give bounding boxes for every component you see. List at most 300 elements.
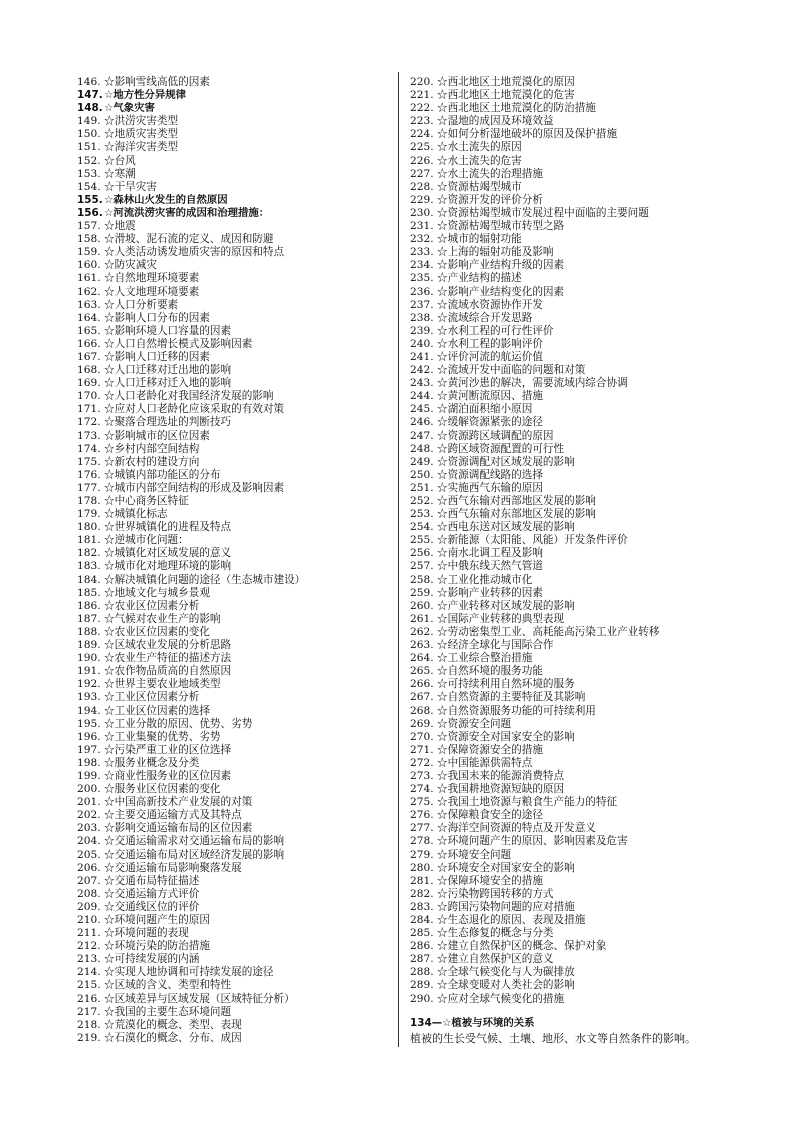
item-number: 215. bbox=[77, 979, 101, 992]
list-item bbox=[410, 390, 750, 403]
list-item bbox=[410, 600, 750, 613]
item-text: ☆可持续发展的内涵 bbox=[104, 953, 200, 966]
list-item bbox=[410, 835, 750, 848]
list-item bbox=[77, 508, 395, 521]
right-column-list bbox=[410, 76, 750, 1006]
list-item bbox=[77, 76, 395, 89]
item-text: ☆建立自然保护区的概念、保护对象 bbox=[437, 940, 607, 953]
item-text: ☆交通布局特征描述 bbox=[104, 874, 200, 887]
item-number: 283. bbox=[410, 900, 434, 913]
item-number: 190. bbox=[77, 652, 101, 665]
item-number: 281. bbox=[410, 874, 434, 887]
list-item bbox=[410, 141, 750, 154]
list-item bbox=[77, 652, 395, 665]
list-item bbox=[77, 718, 395, 731]
item-number: 199. bbox=[77, 769, 101, 782]
list-item bbox=[410, 731, 750, 744]
item-number: 226. bbox=[410, 154, 434, 167]
list-item bbox=[410, 940, 750, 953]
item-text: ☆流域综合开发思路 bbox=[437, 311, 533, 324]
list-item bbox=[410, 272, 750, 285]
list-item bbox=[410, 194, 750, 207]
list-item bbox=[410, 416, 750, 429]
list-item bbox=[410, 207, 750, 220]
list-item bbox=[77, 901, 395, 914]
item-number: 200. bbox=[77, 783, 101, 796]
list-item bbox=[77, 849, 395, 862]
item-number: 233. bbox=[410, 246, 434, 259]
list-item bbox=[77, 757, 395, 770]
item-number: 288. bbox=[410, 966, 434, 979]
list-item bbox=[410, 286, 750, 299]
item-number: 150. bbox=[77, 128, 101, 141]
list-item bbox=[77, 574, 395, 587]
list-item bbox=[410, 534, 750, 547]
item-text: ☆水土流失的危害 bbox=[437, 154, 522, 167]
list-item bbox=[77, 286, 395, 299]
list-item bbox=[77, 390, 395, 403]
item-number: 223. bbox=[410, 115, 434, 128]
item-text: ☆城镇化标志 bbox=[104, 508, 168, 521]
list-item bbox=[410, 364, 750, 377]
list-item bbox=[77, 233, 395, 246]
item-text: ☆交通运输方式评价 bbox=[104, 887, 200, 900]
item-text: ☆城镇化对区域发展的意义 bbox=[104, 547, 232, 560]
item-text: ☆环境安全问题 bbox=[437, 848, 512, 861]
item-text: ☆全球气候变化与人为碳排放 bbox=[437, 966, 575, 979]
item-text: ☆黄河沙患的解决，需要流域内综合协调 bbox=[437, 377, 628, 390]
item-text: ☆上海的辐射功能及影响 bbox=[437, 246, 554, 259]
item-text: ☆乡村内部空间结构 bbox=[104, 442, 200, 455]
item-number: 158. bbox=[77, 233, 101, 246]
item-text: ☆西气东输对东部地区发展的影响 bbox=[437, 508, 596, 521]
item-text: ☆寒潮 bbox=[104, 167, 136, 180]
item-text: ☆农业区位因素的变化 bbox=[104, 625, 210, 638]
item-number: 243. bbox=[410, 377, 434, 390]
list-item bbox=[410, 102, 750, 115]
item-number: 175. bbox=[77, 455, 101, 468]
list-item bbox=[77, 613, 395, 626]
list-item bbox=[77, 482, 395, 495]
list-item bbox=[77, 338, 395, 351]
item-number: 152. bbox=[77, 154, 101, 167]
item-number: 277. bbox=[410, 822, 434, 835]
item-text: ☆水土流失的原因 bbox=[437, 141, 522, 154]
item-number: 260. bbox=[410, 599, 434, 612]
list-item bbox=[77, 691, 395, 704]
list-item bbox=[77, 639, 395, 652]
list-item bbox=[410, 469, 750, 482]
item-number: 183. bbox=[77, 560, 101, 573]
item-number: 290. bbox=[410, 992, 434, 1005]
item-text: ☆河流洪涝灾害的成因和治理措施： bbox=[104, 206, 270, 219]
item-text: ☆建立自然保护区的意义 bbox=[437, 953, 554, 966]
item-text: ☆资源枯竭型城市发展过程中面临的主要问题 bbox=[437, 206, 649, 219]
list-item bbox=[77, 560, 395, 573]
item-text: ☆污染物跨国转移的方式 bbox=[437, 887, 554, 900]
item-number: 255. bbox=[410, 534, 434, 547]
item-text: ☆交通线区位的评价 bbox=[104, 900, 200, 913]
item-text: ☆干旱灾害 bbox=[104, 180, 157, 193]
item-text: ☆西气东输对西部地区发展的影响 bbox=[437, 495, 596, 507]
item-text: ☆资源跨区域调配的原因 bbox=[437, 429, 554, 442]
item-text: ☆影响雪线高低的因素 bbox=[104, 76, 210, 88]
item-text: ☆产业转移对区域发展的影响 bbox=[437, 599, 575, 612]
list-item bbox=[77, 377, 395, 390]
item-number: 238. bbox=[410, 311, 434, 324]
list-item bbox=[410, 560, 750, 573]
item-text: ☆工业集聚的优势、劣势 bbox=[104, 730, 221, 743]
list-item bbox=[77, 744, 395, 757]
list-item bbox=[77, 364, 395, 377]
list-item bbox=[77, 416, 395, 429]
item-text: ☆环境问题产生的原因、影响因素及危害 bbox=[437, 835, 628, 848]
item-number: 239. bbox=[410, 324, 434, 337]
item-text: ☆海洋空间资源的特点及开发意义 bbox=[437, 822, 596, 835]
item-text: ☆海洋灾害类型 bbox=[104, 141, 179, 154]
item-number: 169. bbox=[77, 377, 101, 390]
item-text: ☆我国耕地资源短缺的原因 bbox=[437, 783, 565, 796]
list-item bbox=[77, 1019, 395, 1032]
item-text: ☆地震 bbox=[104, 220, 136, 233]
item-text: ☆服务业区位因素的变化 bbox=[104, 783, 221, 796]
item-text: ☆城市内部空间结构的形成及影响因素 bbox=[104, 481, 285, 494]
list-item bbox=[77, 534, 395, 547]
list-item bbox=[410, 770, 750, 783]
item-number: 272. bbox=[410, 756, 434, 769]
item-number: 185. bbox=[77, 586, 101, 599]
item-text: ☆流域开发中面临的问题和对策 bbox=[437, 364, 586, 377]
item-number: 168. bbox=[77, 364, 101, 377]
list-item bbox=[77, 115, 395, 128]
item-number: 166. bbox=[77, 337, 101, 350]
item-text: ☆工业区位因素分析 bbox=[104, 691, 200, 704]
item-number: 165. bbox=[77, 324, 101, 337]
item-number: 245. bbox=[410, 403, 434, 416]
item-text: ☆跨国污染物问题的应对措施 bbox=[437, 900, 575, 913]
item-number: 228. bbox=[410, 180, 434, 193]
item-text: ☆西电东送对区域发展的影响 bbox=[437, 521, 575, 534]
list-item bbox=[77, 993, 395, 1006]
item-number: 180. bbox=[77, 521, 101, 534]
list-item bbox=[410, 246, 750, 259]
item-number: 182. bbox=[77, 547, 101, 560]
item-number: 167. bbox=[77, 350, 101, 363]
item-text: ☆石漠化的概念、分布、成因 bbox=[104, 1031, 242, 1044]
item-number: 177. bbox=[77, 481, 101, 494]
column-divider bbox=[398, 72, 399, 1047]
item-text: ☆资源调配线路的选择 bbox=[437, 468, 543, 481]
item-number: 201. bbox=[77, 796, 101, 809]
list-item bbox=[410, 508, 750, 521]
list-item bbox=[77, 979, 395, 992]
list-item bbox=[410, 168, 750, 181]
item-number: 268. bbox=[410, 704, 434, 717]
item-number: 149. bbox=[77, 115, 101, 128]
item-text: ☆工业区位因素的选择 bbox=[104, 704, 210, 717]
list-item bbox=[77, 835, 395, 848]
item-number: 161. bbox=[77, 272, 101, 285]
list-item bbox=[410, 220, 750, 233]
list-item bbox=[410, 966, 750, 979]
item-number: 253. bbox=[410, 508, 434, 521]
section-heading: 134—☆植被与环境的关系 bbox=[410, 1017, 535, 1029]
item-number: 179. bbox=[77, 508, 101, 521]
item-text: ☆地域文化与城乡景观 bbox=[104, 586, 210, 599]
list-item bbox=[77, 783, 395, 796]
item-text: ☆人口迁移对迁出地的影响 bbox=[104, 364, 232, 377]
item-number: 192. bbox=[77, 678, 101, 691]
list-item bbox=[77, 600, 395, 613]
item-number: 220. bbox=[410, 76, 434, 88]
item-text: ☆实现人地协调和可持续发展的途径 bbox=[104, 966, 274, 979]
list-item bbox=[410, 705, 750, 718]
list-item bbox=[410, 927, 750, 940]
list-item bbox=[77, 809, 395, 822]
item-number: 148. bbox=[77, 102, 103, 115]
section-134 bbox=[410, 1016, 760, 1046]
item-number: 267. bbox=[410, 691, 434, 704]
item-number: 213. bbox=[77, 953, 101, 966]
list-item bbox=[77, 456, 395, 469]
list-item bbox=[77, 626, 395, 639]
item-text: ☆资源安全问题 bbox=[437, 717, 512, 730]
list-item bbox=[77, 495, 395, 508]
list-item bbox=[410, 809, 750, 822]
list-item bbox=[410, 76, 750, 89]
list-item bbox=[77, 796, 395, 809]
list-item bbox=[77, 705, 395, 718]
item-number: 237. bbox=[410, 298, 434, 311]
item-number: 163. bbox=[77, 298, 101, 311]
item-number: 241. bbox=[410, 350, 434, 363]
item-text: ☆资源枯竭型城市转型之路 bbox=[437, 220, 565, 233]
list-item bbox=[77, 927, 395, 940]
list-item bbox=[410, 849, 750, 862]
item-number: 249. bbox=[410, 455, 434, 468]
item-number: 207. bbox=[77, 874, 101, 887]
item-text: ☆资源开发的评价分析 bbox=[437, 193, 543, 206]
list-item bbox=[77, 403, 395, 416]
item-text: ☆保障环境安全的措施 bbox=[437, 874, 543, 887]
list-item bbox=[77, 168, 395, 181]
item-text: ☆工业综合整治措施 bbox=[437, 652, 533, 665]
item-text: ☆人口自然增长模式及影响因素 bbox=[104, 337, 253, 350]
list-item bbox=[77, 181, 395, 194]
item-number: 257. bbox=[410, 560, 434, 573]
item-number: 156. bbox=[77, 206, 103, 219]
item-number: 264. bbox=[410, 652, 434, 665]
item-number: 211. bbox=[77, 927, 101, 940]
item-number: 225. bbox=[410, 141, 434, 154]
list-item bbox=[410, 547, 750, 560]
item-number: 251. bbox=[410, 481, 434, 494]
item-number: 244. bbox=[410, 390, 434, 403]
item-number: 153. bbox=[77, 167, 101, 180]
item-number: 286. bbox=[410, 940, 434, 953]
item-text: ☆应对全球气候变化的措施 bbox=[437, 992, 565, 1005]
list-item bbox=[77, 299, 395, 312]
list-item bbox=[77, 102, 395, 115]
item-number: 236. bbox=[410, 285, 434, 298]
item-text: ☆洪涝灾害类型 bbox=[104, 115, 179, 128]
item-text: ☆自然资源服务功能的可持续利用 bbox=[437, 704, 596, 717]
item-number: 203. bbox=[77, 822, 101, 835]
item-text: ☆资源安全对国家安全的影响 bbox=[437, 730, 575, 743]
list-item bbox=[410, 325, 750, 338]
list-item bbox=[77, 259, 395, 272]
list-item bbox=[77, 272, 395, 285]
item-text: ☆如何分析湿地破坏的原因及保护措施 bbox=[437, 128, 618, 141]
list-item bbox=[77, 1006, 395, 1019]
item-text: ☆影响产业转移的因素 bbox=[437, 586, 543, 599]
item-text: ☆影响环境人口容量的因素 bbox=[104, 324, 232, 337]
item-text: ☆商业性服务业的区位因素 bbox=[104, 769, 232, 782]
item-number: 276. bbox=[410, 809, 434, 822]
item-number: 218. bbox=[77, 1018, 101, 1031]
item-text: ☆自然地理环境要素 bbox=[104, 272, 200, 285]
item-text: ☆水利工程的可行性评价 bbox=[437, 324, 554, 337]
item-text: ☆影响产业结构升级的因素 bbox=[437, 259, 565, 272]
list-item bbox=[410, 613, 750, 626]
item-number: 261. bbox=[410, 612, 434, 625]
item-text: ☆城市化对地理环境的影响 bbox=[104, 560, 232, 573]
list-item bbox=[77, 888, 395, 901]
list-item bbox=[410, 403, 750, 416]
list-item bbox=[410, 495, 750, 508]
item-text: ☆污染严重工业的区位选择 bbox=[104, 743, 232, 756]
item-text: ☆聚落合理选址的判断技巧 bbox=[104, 416, 232, 429]
item-number: 246. bbox=[410, 416, 434, 429]
list-item bbox=[77, 351, 395, 364]
item-text: ☆环境问题产生的原因 bbox=[104, 914, 210, 926]
item-text: ☆应对人口老龄化应该采取的有效对策 bbox=[104, 403, 285, 416]
item-text: ☆劳动密集型工业、高耗能高污染工业产业转移 bbox=[437, 625, 660, 638]
item-number: 252. bbox=[410, 495, 434, 507]
list-item bbox=[410, 115, 750, 128]
item-number: 147. bbox=[77, 89, 103, 102]
item-text: ☆中心商务区特征 bbox=[104, 495, 189, 507]
item-number: 181. bbox=[77, 534, 101, 547]
item-text: ☆全球变暖对人类社会的影响 bbox=[437, 979, 575, 992]
item-number: 258. bbox=[410, 573, 434, 586]
item-number: 280. bbox=[410, 861, 434, 874]
item-number: 176. bbox=[77, 468, 101, 481]
item-number: 160. bbox=[77, 259, 101, 272]
item-number: 275. bbox=[410, 796, 434, 809]
item-text: ☆湖泊面积缩小原因 bbox=[437, 403, 533, 416]
list-item bbox=[77, 770, 395, 783]
list-item bbox=[410, 351, 750, 364]
item-number: 202. bbox=[77, 809, 101, 822]
item-text: ☆资源枯竭型城市 bbox=[437, 180, 522, 193]
item-number: 214. bbox=[77, 966, 101, 979]
item-text: ☆城镇内部功能区的分布 bbox=[104, 468, 221, 481]
item-text: ☆交通运输需求对交通运输布局的影响 bbox=[104, 835, 285, 848]
list-item bbox=[77, 220, 395, 233]
item-number: 198. bbox=[77, 756, 101, 769]
item-text: ☆水利工程的影响评价 bbox=[437, 337, 543, 350]
item-text: ☆区域农业发展的分析思路 bbox=[104, 639, 232, 652]
list-item bbox=[410, 128, 750, 141]
list-item bbox=[77, 155, 395, 168]
item-number: 210. bbox=[77, 914, 101, 926]
list-item bbox=[410, 639, 750, 652]
list-item bbox=[77, 953, 395, 966]
item-text: ☆人口迁移对迁入地的影响 bbox=[104, 377, 232, 390]
item-text: ☆地质灾害类型 bbox=[104, 128, 179, 141]
item-text: ☆生态修复的概念与分类 bbox=[437, 927, 554, 940]
item-number: 242. bbox=[410, 364, 434, 377]
list-item bbox=[77, 678, 395, 691]
list-item bbox=[77, 940, 395, 953]
item-number: 208. bbox=[77, 887, 101, 900]
item-text: ☆森林山火发生的自然原因 bbox=[104, 193, 228, 206]
item-number: 173. bbox=[77, 429, 101, 442]
item-number: 232. bbox=[410, 233, 434, 246]
list-item bbox=[410, 521, 750, 534]
list-item bbox=[410, 299, 750, 312]
item-number: 187. bbox=[77, 612, 101, 625]
item-number: 212. bbox=[77, 940, 101, 953]
item-number: 254. bbox=[410, 521, 434, 534]
list-item bbox=[77, 246, 395, 259]
item-text: ☆气候对农业生产的影响 bbox=[104, 612, 221, 625]
item-text: ☆荒漠化的概念、类型、表现 bbox=[104, 1018, 242, 1031]
list-item bbox=[77, 194, 395, 207]
item-text: ☆湿地的成因及环境效益 bbox=[437, 115, 554, 128]
item-text: ☆环境安全对国家安全的影响 bbox=[437, 861, 575, 874]
list-item bbox=[410, 665, 750, 678]
item-text: ☆可持续利用自然环境的服务 bbox=[437, 678, 575, 691]
item-number: 248. bbox=[410, 442, 434, 455]
item-number: 231. bbox=[410, 220, 434, 233]
list-item bbox=[410, 482, 750, 495]
item-text: ☆人类活动诱发地质灾害的原因和特点 bbox=[104, 246, 285, 259]
item-number: 206. bbox=[77, 861, 101, 874]
list-item bbox=[77, 207, 395, 220]
item-number: 266. bbox=[410, 678, 434, 691]
item-text: ☆黄河断流原因、措施 bbox=[437, 390, 543, 403]
item-text: ☆流域水资源协作开发 bbox=[437, 298, 543, 311]
item-number: 186. bbox=[77, 599, 101, 612]
list-item bbox=[410, 587, 750, 600]
item-number: 279. bbox=[410, 848, 434, 861]
item-number: 171. bbox=[77, 403, 101, 416]
item-text: ☆工业分散的原因、优势、劣势 bbox=[104, 717, 253, 730]
list-item bbox=[77, 443, 395, 456]
item-text: ☆滑坡、泥石流的定义、成因和防避 bbox=[104, 233, 274, 246]
item-text: ☆工业化推动城市化 bbox=[437, 573, 533, 586]
left-column-list bbox=[77, 76, 395, 1045]
item-text: ☆环境问题的表现 bbox=[104, 927, 189, 940]
item-number: 191. bbox=[77, 665, 101, 678]
item-number: 209. bbox=[77, 900, 101, 913]
list-item bbox=[410, 875, 750, 888]
list-item bbox=[410, 443, 750, 456]
item-text: ☆区域的含义、类型和特性 bbox=[104, 979, 232, 992]
item-number: 222. bbox=[410, 102, 434, 115]
item-number: 162. bbox=[77, 285, 101, 298]
list-item bbox=[410, 691, 750, 704]
item-text: ☆交通运输布局影响聚落发展 bbox=[104, 861, 242, 874]
item-text: ☆中国高新技术产业发展的对策 bbox=[104, 796, 253, 809]
item-number: 170. bbox=[77, 390, 101, 403]
list-item bbox=[410, 822, 750, 835]
item-number: 217. bbox=[77, 1005, 101, 1018]
item-number: 270. bbox=[410, 730, 434, 743]
item-number: 273. bbox=[410, 769, 434, 782]
